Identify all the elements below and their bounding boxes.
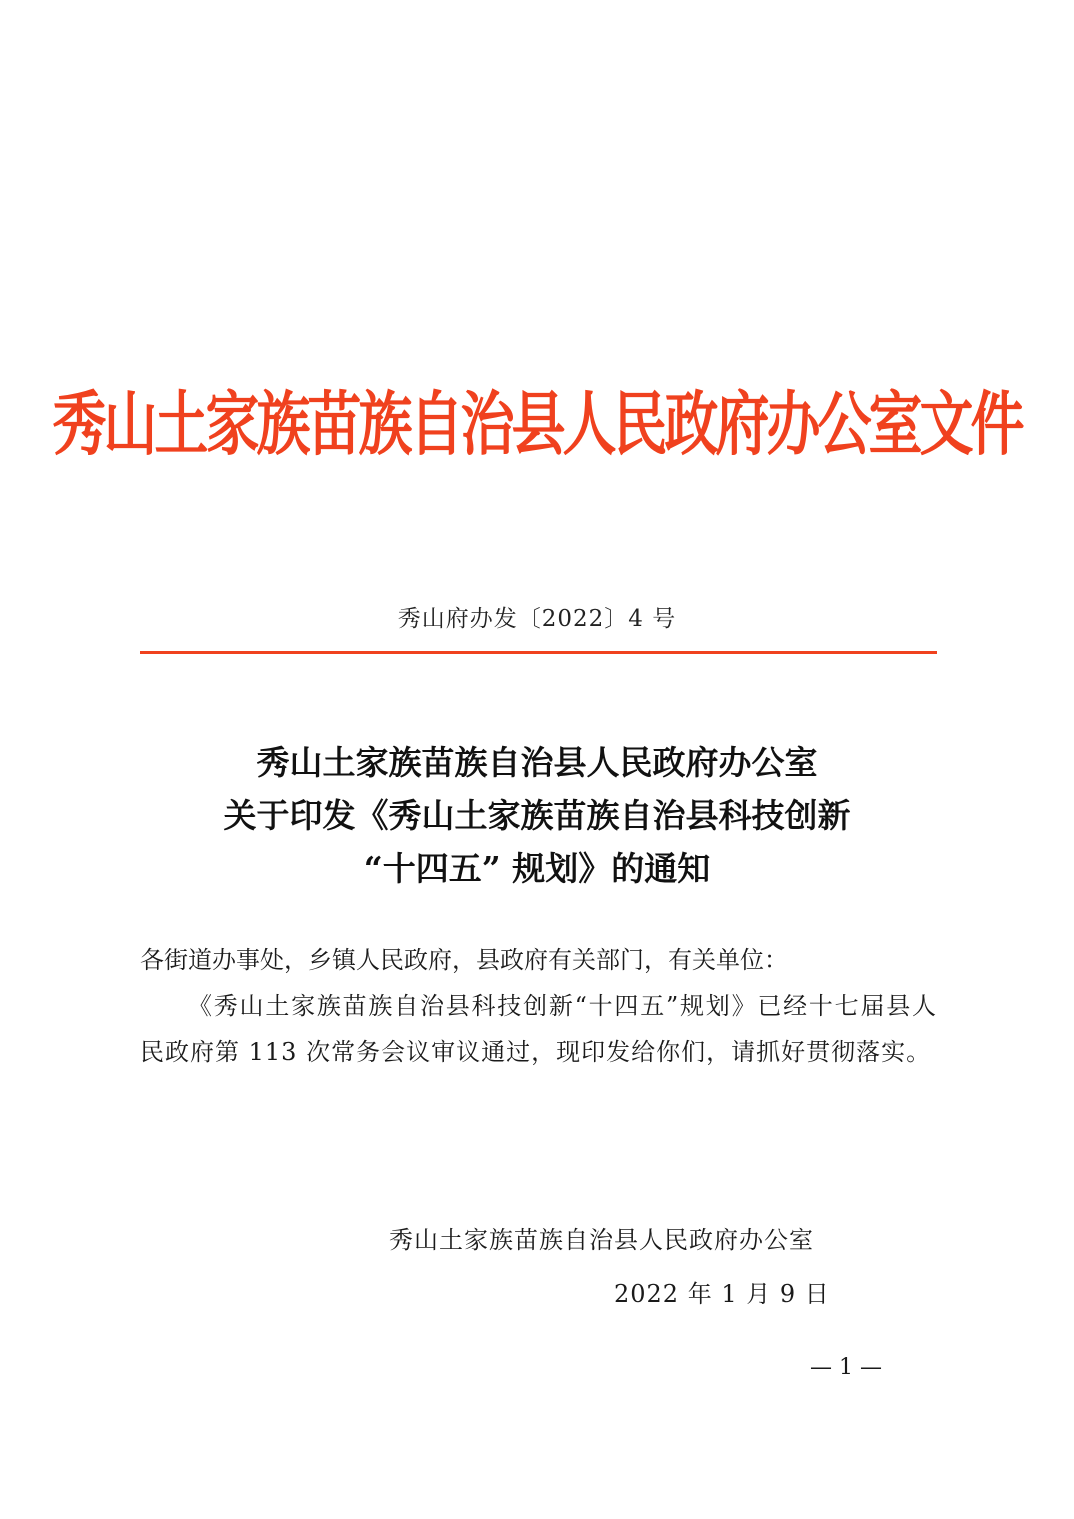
title-line-2: 关于印发《秀山土家族苗族自治县科技创新 <box>223 796 851 835</box>
title-line-1: 秀山土家族苗族自治县人民政府办公室 <box>256 743 818 782</box>
document-masthead: 秀山土家族苗族自治县人民政府办公室文件 <box>52 382 1022 465</box>
page-number: — 1 — <box>810 1355 882 1380</box>
salutation: 各街道办事处，乡镇人民政府，县政府有关部门，有关单位： <box>140 946 788 974</box>
document-body <box>140 937 937 1075</box>
issue-date: 2022 年 1 月 9 日 <box>614 1280 830 1308</box>
body-paragraph: 《秀山土家族苗族自治县科技创新“十四五”规划》已经十七届县人民政府第 113 次常务会议审议通过，现印发给你们，请抓好贯彻落实。 <box>140 992 937 1066</box>
document-number: 秀山府办发〔2022〕4 号 <box>397 606 677 632</box>
issuer-signature: 秀山土家族苗族自治县人民政府办公室 <box>389 1226 814 1254</box>
title-line-3: “十四五” 规划》的通知 <box>363 849 711 888</box>
document-title <box>0 736 1074 895</box>
red-divider-line <box>140 651 937 654</box>
